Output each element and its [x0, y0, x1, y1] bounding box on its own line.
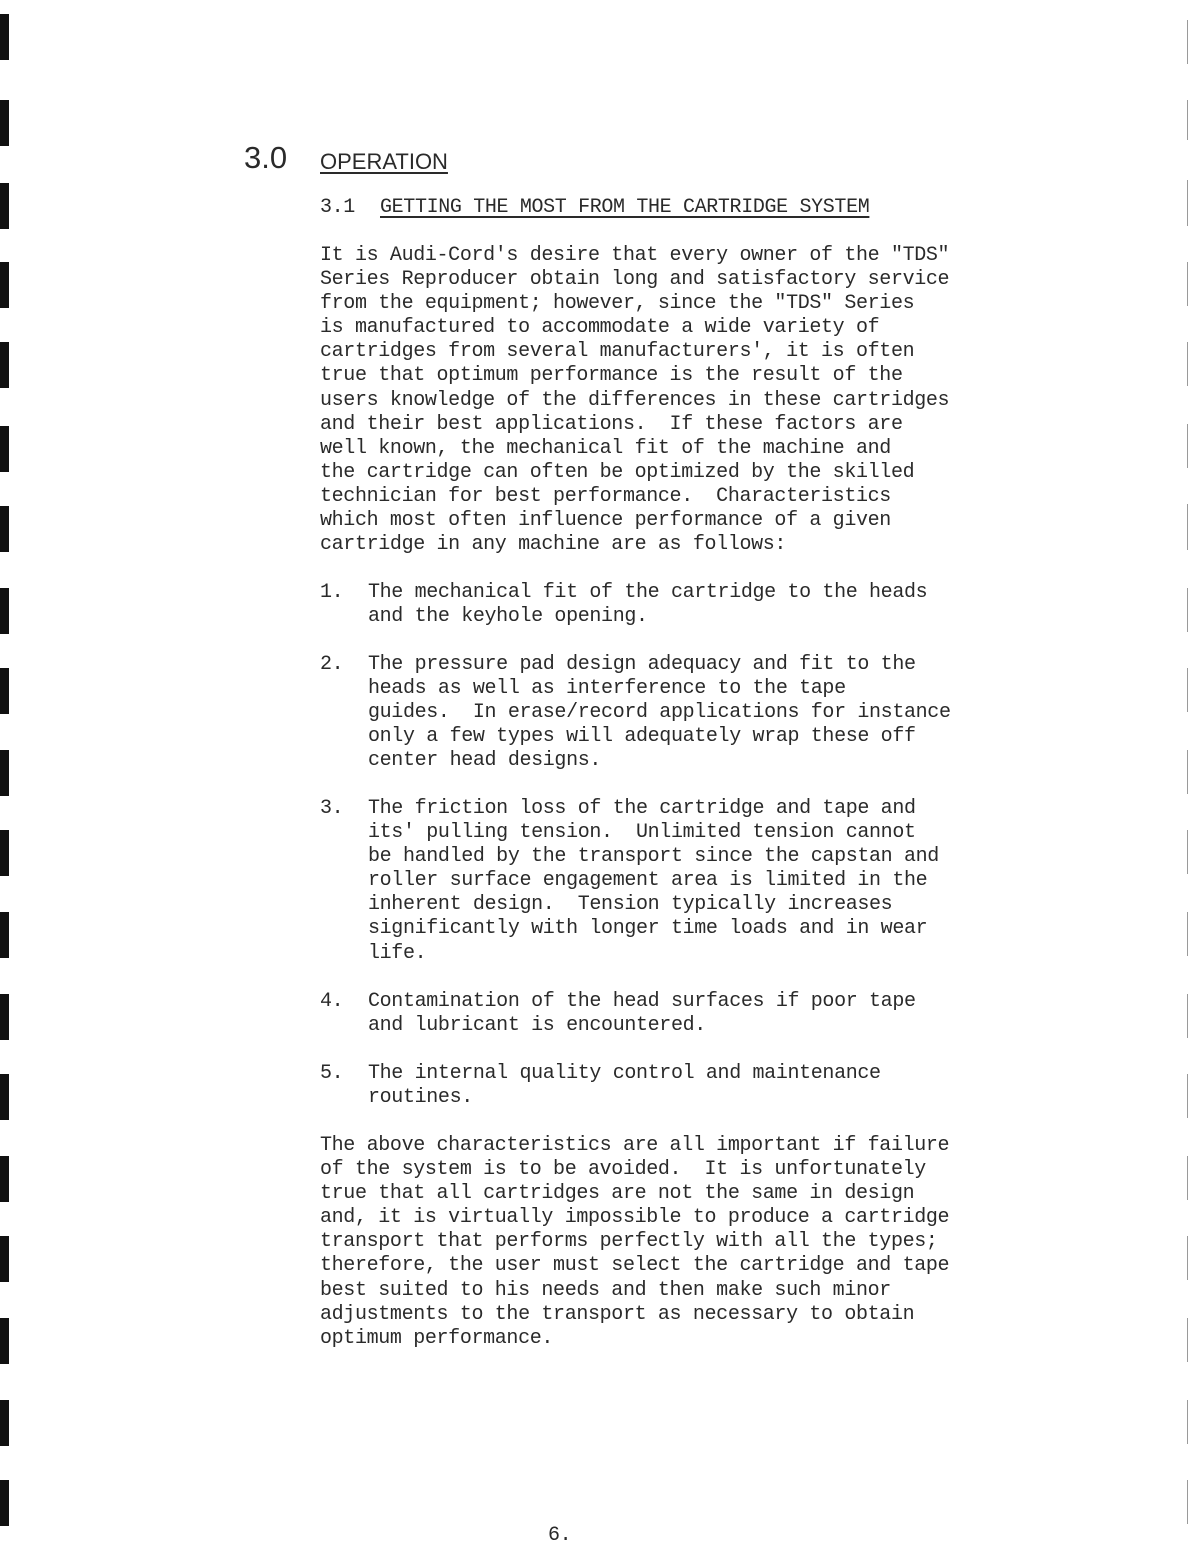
punch-mark: [0, 1156, 9, 1202]
punch-mark: [0, 262, 9, 308]
punch-mark: [0, 1480, 9, 1526]
list-item-text: The friction loss of the cartridge and tape and its' pulling tension. Unlimited tension cannot be handled by the transport since the capstan and roller surface engagement area is limited in the inherent design. Tension typically increases significantly with longer time loads and in wear life.: [368, 797, 939, 965]
list-item-number: 4.: [320, 990, 344, 1013]
punch-mark: [0, 426, 9, 472]
punch-mark: [0, 912, 9, 958]
punch-mark: [0, 668, 9, 714]
edge-line: [1187, 1074, 1188, 1118]
edge-line: [1187, 912, 1188, 956]
edge-line: [1187, 750, 1188, 794]
edge-line: [1187, 588, 1188, 632]
subsection-number: 3.1: [320, 196, 355, 219]
section-title: OPERATION: [320, 149, 448, 174]
punch-mark: [0, 750, 9, 796]
edge-line: [1187, 1480, 1188, 1524]
punch-mark: [0, 342, 9, 388]
page-number: 6.: [548, 1524, 572, 1547]
list-item-number: 1.: [320, 581, 344, 604]
edge-line: [1187, 20, 1188, 64]
punch-mark: [0, 1318, 9, 1364]
list-item-number: 2.: [320, 653, 344, 676]
subsection-title: GETTING THE MOST FROM THE CARTRIDGE SYSTEM: [380, 196, 870, 219]
closing-paragraph: The above characteristics are all important if failure of the system is to be avoided. It is unfortunately true that all cartridges are not the same in design and, it is virtually impossible to produce a cartridge transport that performs perfectly with all the types; therefore, the user must select the cartridge and tape best suited to his needs and then make such minor adjustments to the transport as necessary to obtain optimum performance.: [320, 1134, 950, 1350]
edge-line: [1187, 1400, 1188, 1444]
edge-line: [1187, 424, 1188, 468]
section-number: 3.0: [244, 140, 288, 175]
edge-line: [1187, 262, 1188, 306]
punch-mark: [0, 1236, 9, 1282]
punch-mark: [0, 506, 9, 552]
edge-line: [1187, 994, 1188, 1038]
edge-line: [1187, 1156, 1188, 1200]
list-item-text: Contamination of the head surfaces if poor tape and lubricant is encountered.: [368, 990, 916, 1038]
punch-mark: [0, 1400, 9, 1446]
edge-line: [1187, 342, 1188, 386]
edge-line: [1187, 668, 1188, 712]
intro-paragraph: It is Audi-Cord's desire that every owner of the "TDS" Series Reproducer obtain long and satisfactory service from the equipment; however, since the "TDS" Series is manufactured to accommodate a wide variety of cartridges from several manufacturers', it is often true that optimum performance is the result of the users knowledge of the differences in these cartridges and their best applications. If these factors are well known, the mechanical fit of the machine and the cartridge can often be optimized by the skilled technician for best performance. Characteristics which most often influence performance of a given cartridge in any machine are as follows:: [320, 244, 950, 557]
edge-line: [1187, 180, 1188, 226]
punch-mark: [0, 588, 9, 634]
edge-line: [1187, 504, 1188, 550]
list-item-text: The pressure pad design adequacy and fit to the heads as well as interference to the tape guides. In erase/record applications for instance only a few types will adequately wrap these off center head designs.: [368, 653, 951, 773]
list-item-text: The mechanical fit of the cartridge to the heads and the keyhole opening.: [368, 581, 928, 629]
punch-mark: [0, 830, 9, 876]
punch-mark: [0, 100, 9, 146]
edge-line: [1187, 1318, 1188, 1362]
list-item-number: 3.: [320, 797, 344, 820]
punch-mark: [0, 183, 9, 229]
list-item-number: 5.: [320, 1062, 344, 1085]
list-item-text: The internal quality control and maintenance routines.: [368, 1062, 881, 1110]
punch-mark: [0, 14, 9, 60]
edge-line: [1187, 1236, 1188, 1280]
punch-mark: [0, 994, 9, 1040]
edge-line: [1187, 830, 1188, 874]
punch-mark: [0, 1074, 9, 1120]
edge-line: [1187, 100, 1188, 140]
